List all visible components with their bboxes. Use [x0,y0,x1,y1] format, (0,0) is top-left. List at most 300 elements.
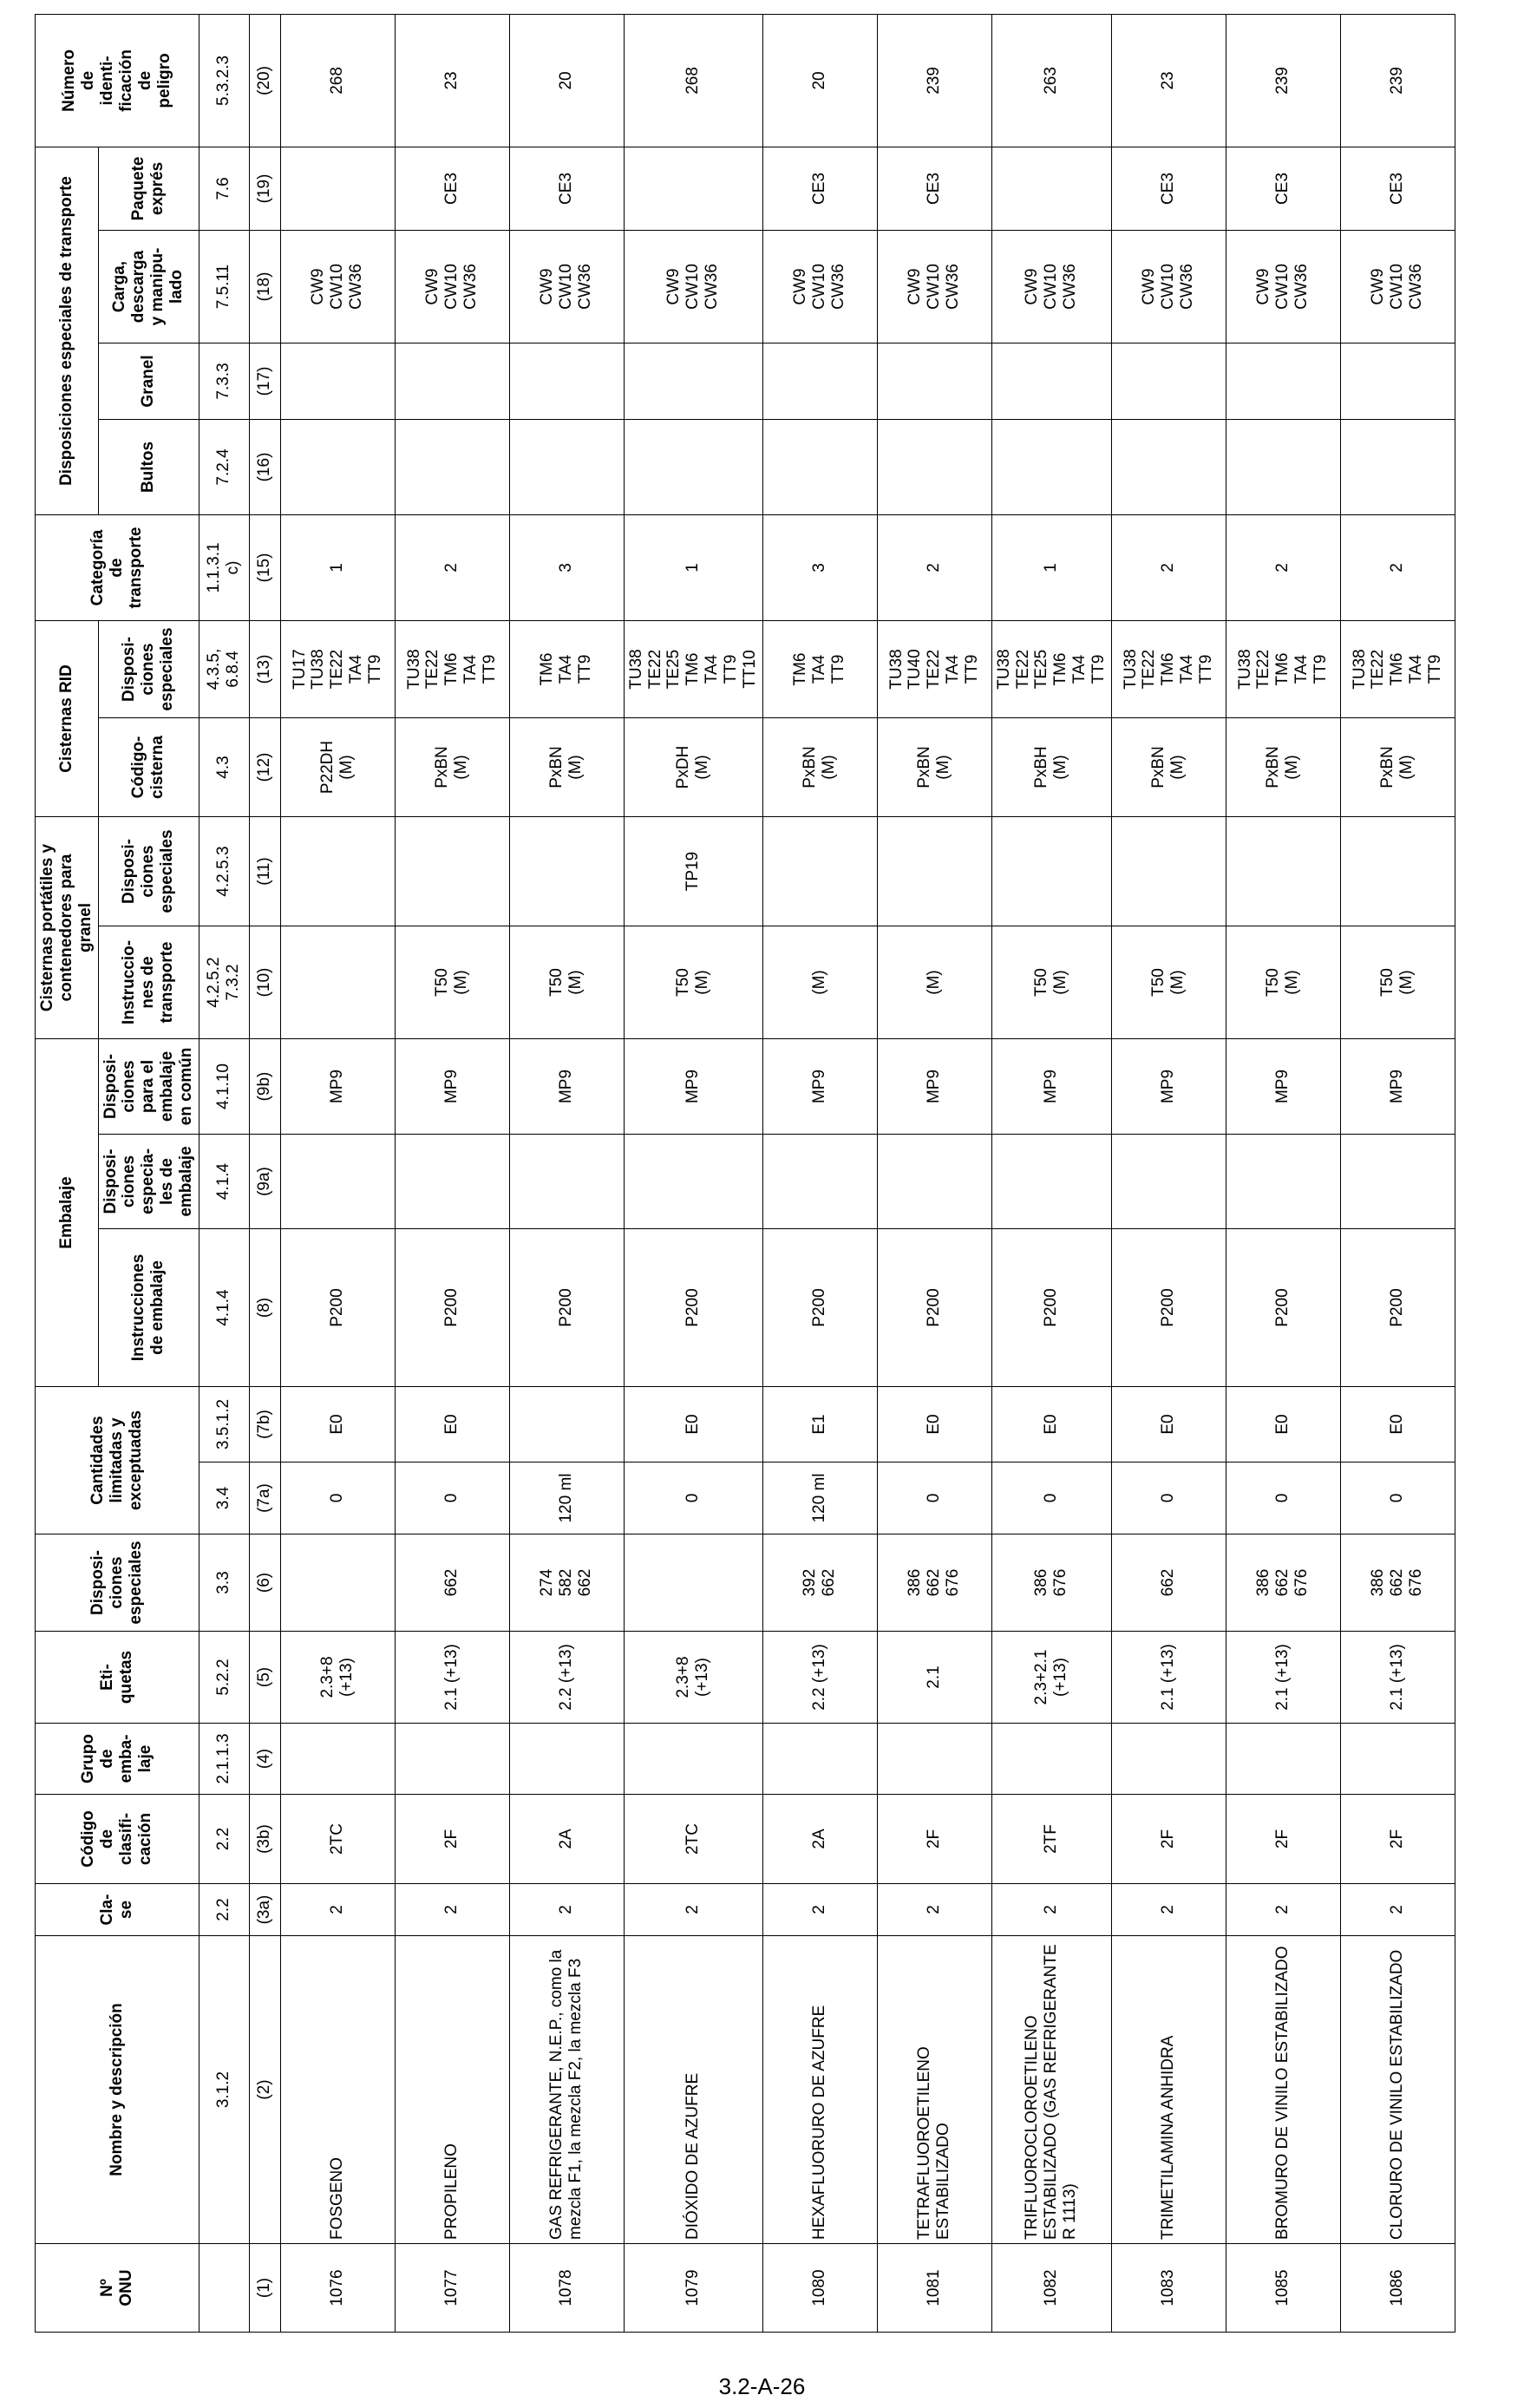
table-row-cell: 20 [762,14,877,147]
column-number-row-cell: (3a) [249,1884,280,1936]
table-row-cell [991,343,1111,419]
table-row-cell: CW9 CW10 CW36 [509,230,624,343]
table-row-cell: TU38 TE22 TM6 TA4 TT9 [1340,620,1455,717]
table-row-cell: E0 [877,1387,991,1462]
table-row-cell: T50 (M) [991,926,1111,1039]
table-row-cell: CE3 [877,147,991,230]
header-tank-special: Disposi- ciones especiales [98,817,199,926]
header-portable-tanks-group: Cisternas portátiles y contenedores para granel [36,817,99,1039]
table-row-cell [395,1135,509,1229]
table-row-cell: 0 [877,1462,991,1534]
table-row-cell: MP9 [991,1039,1111,1135]
table-row-cell [1111,419,1226,514]
table-row-cell: 20 [509,14,624,147]
table-row [762,14,877,2332]
table-row-cell [280,343,395,419]
table-row-cell: 2 [395,514,509,620]
header-packaging-group: Embalaje [36,1039,99,1387]
table-row-cell: TP19 [624,817,762,926]
table-row-cell: PxBN (M) [1111,718,1226,817]
table-row-cell: 1078 [509,2244,624,2333]
table-row-cell: 1079 [624,2244,762,2333]
header-bulk: Granel [98,343,199,419]
reference-row-cell: 3.4 [199,1462,249,1534]
table-row-cell: E0 [1226,1387,1340,1462]
table-row-cell: DIÓXIDO DE AZUFRE [624,1936,762,2244]
header-packing-group: Grupo de emba- laje [36,1724,199,1795]
table-row-cell: CW9 CW10 CW36 [762,230,877,343]
column-number-row-cell: (3b) [249,1795,280,1884]
table-row-cell: 392 662 [762,1534,877,1632]
table-row-cell: MP9 [280,1039,395,1135]
header-transport-category: Categoría de transporte [36,514,199,620]
table-row-cell: 263 [991,14,1111,147]
table-row-cell: 2 [1111,514,1226,620]
table-row-cell [991,419,1111,514]
table-row-cell: PROPILENO [395,1936,509,2244]
table-row-cell [1111,1724,1226,1795]
table-row-cell: CE3 [1226,147,1340,230]
table-row-cell: 2 [1226,514,1340,620]
table-row-cell [877,343,991,419]
column-number-row-cell: (7b) [249,1387,280,1462]
table-row-cell [509,1135,624,1229]
table-row-cell: CE3 [762,147,877,230]
table-row-cell [1226,1724,1340,1795]
table-row-cell: 2F [1111,1795,1226,1884]
table-row-cell: 662 [1111,1534,1226,1632]
table-row-cell: MP9 [762,1039,877,1135]
table-row-cell: TU38 TE22 TE25 TM6 TA4 TT9 TT10 [624,620,762,717]
header-tank-code: Código- cisterna [98,718,199,817]
table-row-cell: T50 (M) [395,926,509,1039]
table-row-cell: P200 [509,1229,624,1387]
table-row-cell [395,419,509,514]
table-row-cell [991,1135,1111,1229]
reference-row-cell: 2.2 [199,1884,249,1936]
table-row-cell: P200 [1226,1229,1340,1387]
table-row-cell: TU38 TE22 TM6 TA4 TT9 [1226,620,1340,717]
table-row-cell: 2F [395,1795,509,1884]
table-row-cell: 2 [509,1884,624,1936]
header-class: Cla- se [36,1884,199,1936]
table-row-cell: 3 [509,514,624,620]
reference-row-cell: 7.5.11 [199,230,249,343]
reference-row-cell: 4.3.5, 6.8.4 [199,620,249,717]
table-row-cell: 2.2 (+13) [509,1632,624,1724]
table-row-cell: TM6 TA4 TT9 [509,620,624,717]
table-row-cell: 268 [280,14,395,147]
table-row-cell: E0 [991,1387,1111,1462]
table-row-cell: PxBH (M) [991,718,1111,817]
table-row-cell [1340,1135,1455,1229]
reference-row [199,14,249,2332]
header-hazard-number: Número de identi- ficación de peligro [36,14,199,147]
reference-row-cell: 4.2.5.3 [199,817,249,926]
table-row-cell: BROMURO DE VINILO ESTABILIZADO [1226,1936,1340,2244]
table-row [280,14,395,2332]
table-row-cell: 2F [1226,1795,1340,1884]
table-row-cell: 1077 [395,2244,509,2333]
table-row-cell: 2A [762,1795,877,1884]
table-row-cell [877,419,991,514]
table-row-cell: 2TC [280,1795,395,1884]
table-row-cell: P22DH (M) [280,718,395,817]
table-row-cell: 386 662 676 [1226,1534,1340,1632]
column-number-row-cell: (12) [249,718,280,817]
column-number-row-cell: (4) [249,1724,280,1795]
table-row-cell [1340,1724,1455,1795]
table-row-cell: CW9 CW10 CW36 [395,230,509,343]
column-number-row-cell: (15) [249,514,280,620]
table-row-cell: MP9 [624,1039,762,1135]
table-row-cell: 386 662 676 [877,1534,991,1632]
table-row-cell [280,1724,395,1795]
table-row-cell: TU17 TU38 TE22 TA4 TT9 [280,620,395,717]
table-row-cell: 2.1 (+13) [395,1632,509,1724]
table-row [624,14,762,2332]
header-name: Nombre y descripción [36,1936,199,2244]
table-row-cell: TU38 TE22 TM6 TA4 TT9 [395,620,509,717]
table-row-cell: CE3 [509,147,624,230]
table-row-cell: TM6 TA4 TT9 [762,620,877,717]
table-row-cell: T50 (M) [509,926,624,1039]
header-labels: Eti- quetas [36,1632,199,1724]
table-row-cell: HEXAFLUORURO DE AZUFRE [762,1936,877,2244]
table-row-cell: T50 (M) [1226,926,1340,1039]
table-row-cell [1340,419,1455,514]
table-row-cell: 1 [991,514,1111,620]
table-row-cell: 1 [624,514,762,620]
table-row-cell: 120 ml [509,1462,624,1534]
table-row-cell: T50 (M) [624,926,762,1039]
table-row-cell: T50 (M) [1340,926,1455,1039]
table-row-cell [395,343,509,419]
table-row-cell [991,1724,1111,1795]
dangerous-goods-table [35,14,1455,2333]
table-row-cell: 2TC [624,1795,762,1884]
table-row-cell: P200 [877,1229,991,1387]
rotated-table-container [35,18,1446,2333]
table-row-cell: 0 [395,1462,509,1534]
table-row-cell: E0 [395,1387,509,1462]
table-row-cell [1111,343,1226,419]
table-row-cell: MP9 [877,1039,991,1135]
table-row-cell: 2.3+8 (+13) [280,1632,395,1724]
table-row-cell: 0 [1226,1462,1340,1534]
table-row-cell: 2 [1111,1884,1226,1936]
table-row-cell: MP9 [1226,1039,1340,1135]
table-row-cell: 120 ml [762,1462,877,1534]
table-row-cell [509,1387,624,1462]
reference-row-cell: 4.1.4 [199,1135,249,1229]
table-row-cell: MP9 [1111,1039,1226,1135]
table-row-cell: 0 [1340,1462,1455,1534]
reference-row-cell: 3.5.1.2 [199,1387,249,1462]
table-row [991,14,1111,2332]
table-row-cell: P200 [395,1229,509,1387]
table-row-cell: PxBN (M) [1226,718,1340,817]
reference-row-cell: 2.2 [199,1795,249,1884]
header-loading: Carga, descarga y manipu- lado [98,230,199,343]
table-row-cell: TU38 TE22 TE25 TM6 TA4 TT9 [991,620,1111,717]
header-group-row [36,14,99,2332]
table-row-cell [280,419,395,514]
table-row-cell: CW9 CW10 CW36 [1340,230,1455,343]
table-row-cell: TETRAFLUOROETILENO ESTABILIZADO [877,1936,991,2244]
header-un: Nº ONU [36,2244,199,2333]
table-row-cell [509,343,624,419]
column-number-row-cell: (9b) [249,1039,280,1135]
table-row-cell [877,817,991,926]
table-row-cell: 1080 [762,2244,877,2333]
table-row-cell: 2F [1340,1795,1455,1884]
table-row-cell: 239 [1226,14,1340,147]
column-number-row-cell: (6) [249,1534,280,1632]
table-row-cell [509,817,624,926]
header-special-provisions: Disposi- ciones especiales [36,1534,199,1632]
table-row-cell: 2.3+8 (+13) [624,1632,762,1724]
table-row-cell: MP9 [395,1039,509,1135]
table-row-cell: 2F [877,1795,991,1884]
table-row-cell [1226,343,1340,419]
table-row-cell: TRIFLUOROCLOROETILENO ESTABILIZADO (GAS REFRIGERANTE R 1113) [991,1936,1111,2244]
table-row-cell: CW9 CW10 CW36 [280,230,395,343]
table-row-cell: 1086 [1340,2244,1455,2333]
table-row-cell [991,817,1111,926]
table-row-cell [877,1135,991,1229]
table-row-cell: 3 [762,514,877,620]
table-row-cell [395,817,509,926]
table-row-cell: MP9 [509,1039,624,1135]
reference-row-cell: 7.3.3 [199,343,249,419]
table-row-cell [624,343,762,419]
table-row-cell: 0 [991,1462,1111,1534]
table-row [1226,14,1340,2332]
table-row-cell: 2.2 (+13) [762,1632,877,1724]
table-row-cell: 2 [762,1884,877,1936]
table-row-cell: P200 [1340,1229,1455,1387]
header-tank-instructions: Instruccio- nes de transporte [98,926,199,1039]
table-row-cell [1226,419,1340,514]
table-row-cell: 268 [624,14,762,147]
table-row-cell [762,343,877,419]
reference-row-cell: 2.1.1.3 [199,1724,249,1795]
table-row-cell [1111,817,1226,926]
table-row-cell: CW9 CW10 CW36 [991,230,1111,343]
table-row-cell: 1082 [991,2244,1111,2333]
table-row-cell: PxBN (M) [395,718,509,817]
table-row-cell [877,1724,991,1795]
table-row-cell: 239 [1340,14,1455,147]
table-row-cell: 2 [1340,514,1455,620]
column-number-row-cell: (20) [249,14,280,147]
table-row-cell: 1081 [877,2244,991,2333]
table-row-cell: 2 [1226,1884,1340,1936]
reference-row-cell: 4.1.4 [199,1229,249,1387]
table-row-cell [624,147,762,230]
reference-row-cell: 3.1.2 [199,1936,249,2244]
column-number-row-cell: (2) [249,1936,280,2244]
table-row-cell: 2A [509,1795,624,1884]
table-row-cell: CE3 [395,147,509,230]
table-row-cell: 2 [877,514,991,620]
table-row-cell: E1 [762,1387,877,1462]
column-number-row-cell: (7a) [249,1462,280,1534]
table-row-cell: 662 [395,1534,509,1632]
reference-row-cell: 1.1.3.1 c) [199,514,249,620]
table-row-cell: P200 [1111,1229,1226,1387]
table-row-cell: 2.1 (+13) [1340,1632,1455,1724]
table-row-cell [1340,817,1455,926]
column-number-row-cell: (11) [249,817,280,926]
table-row-cell: 2 [991,1884,1111,1936]
table-row-cell: E0 [280,1387,395,1462]
table-row-cell: 2 [624,1884,762,1936]
column-number-row-cell: (5) [249,1632,280,1724]
column-number-row [249,14,280,2332]
table-row-cell: P200 [991,1229,1111,1387]
column-number-row-cell: (8) [249,1229,280,1387]
reference-row-cell: 4.3 [199,718,249,817]
table-row-cell: (M) [877,926,991,1039]
table-row-cell: 2.1 [877,1632,991,1724]
table-row [1340,14,1455,2332]
table-row-cell [624,1534,762,1632]
table-row-cell: CW9 CW10 CW36 [624,230,762,343]
header-mixed-packing: Disposi- ciones para el embalaje en común [98,1039,199,1135]
header-rid-tanks-group: Cisternas RID [36,620,99,816]
table-row-cell [1111,1135,1226,1229]
table-row-cell [624,1724,762,1795]
column-number-row-cell: (13) [249,620,280,717]
table-row-cell [280,926,395,1039]
table-row-cell [762,817,877,926]
table-row-cell: 2 [877,1884,991,1936]
table-row-cell: PxBN (M) [877,718,991,817]
page-number: 3.2-A-26 [718,2373,806,2399]
column-number-row-cell: (1) [249,2244,280,2333]
header-packing-instructions: Instrucciones de embalaje [98,1229,199,1387]
table-row-cell [280,1534,395,1632]
table-row-cell: GAS REFRIGERANTE, N.E.P., como la mezcla F1, la mezcla F2, la mezcla F3 [509,1936,624,2244]
column-number-row-cell: (17) [249,343,280,419]
table-row-cell: CW9 CW10 CW36 [1226,230,1340,343]
table-row-cell [509,419,624,514]
table-row-cell: T50 (M) [1111,926,1226,1039]
table-row-cell: 2 [1340,1884,1455,1936]
reference-row-cell [199,2244,249,2333]
table-row-cell: CE3 [1340,147,1455,230]
table-row-cell: 274 582 662 [509,1534,624,1632]
table-row-cell: CE3 [1111,147,1226,230]
table-row-cell: PxBN (M) [762,718,877,817]
table-row-cell: PxBN (M) [509,718,624,817]
table-row-cell: 2.1 (+13) [1111,1632,1226,1724]
table-row-cell: P200 [762,1229,877,1387]
table-row-cell: 239 [877,14,991,147]
table-row-cell: 23 [1111,14,1226,147]
table-row-cell [395,1724,509,1795]
table-row-cell: 2.1 (+13) [1226,1632,1340,1724]
table-row [1111,14,1226,2332]
table-row-cell: P200 [624,1229,762,1387]
reference-row-cell: 7.6 [199,147,249,230]
table-row-cell: TU38 TU40 TE22 TA4 TT9 [877,620,991,717]
column-number-row-cell: (19) [249,147,280,230]
table-row-cell: 1076 [280,2244,395,2333]
table-row-cell: E0 [1340,1387,1455,1462]
header-rid-special: Disposi- ciones especiales [98,620,199,717]
reference-row-cell: 5.3.2.3 [199,14,249,147]
table-row-cell [1226,1135,1340,1229]
table-row-cell [624,1135,762,1229]
table-row-cell: 2.3+2.1 (+13) [991,1632,1111,1724]
table-row [395,14,509,2332]
table-row-cell: TU38 TE22 TM6 TA4 TT9 [1111,620,1226,717]
table-row-cell: 2 [280,1884,395,1936]
header-special-transport-group: Disposiciones especiales de transporte [36,147,99,514]
reference-row-cell: 5.2.2 [199,1632,249,1724]
table-row-cell: PxDH (M) [624,718,762,817]
header-express: Paquete exprés [98,147,199,230]
table-row-cell [762,1135,877,1229]
table-row-cell: 23 [395,14,509,147]
table-row-cell: 386 676 [991,1534,1111,1632]
table-row-cell: 0 [1111,1462,1226,1534]
table-row-cell: 0 [280,1462,395,1534]
table-row-cell: 1 [280,514,395,620]
table-row-cell [1226,817,1340,926]
header-classification-code: Código de clasifi- cación [36,1795,199,1884]
table-row-cell [280,1135,395,1229]
table-row-cell: TRIMETILAMINA ANHIDRA [1111,1936,1226,2244]
table-row-cell: 1085 [1226,2244,1340,2333]
table-row-cell [624,419,762,514]
header-packages: Bultos [98,419,199,514]
reference-row-cell: 7.2.4 [199,419,249,514]
table-row-cell [762,1724,877,1795]
table-row-cell [280,817,395,926]
table-row [509,14,624,2332]
table-row-cell [1340,343,1455,419]
table-row-cell: CLORURO DE VINILO ESTABILIZADO [1340,1936,1455,2244]
header-limited-quantities: Cantidades limitadas y exceptuadas [36,1387,199,1534]
table-row [877,14,991,2332]
table-row-cell [762,419,877,514]
table-row-cell: FOSGENO [280,1936,395,2244]
table-row-cell: 2TF [991,1795,1111,1884]
column-number-row-cell: (16) [249,419,280,514]
table-row-cell: 2 [395,1884,509,1936]
column-number-row-cell: (18) [249,230,280,343]
table-row-cell: E0 [1111,1387,1226,1462]
table-row-cell: 0 [624,1462,762,1534]
table-row-cell: (M) [762,926,877,1039]
reference-row-cell: 3.3 [199,1534,249,1632]
reference-row-cell: 4.2.5.2 7.3.2 [199,926,249,1039]
column-number-row-cell: (9a) [249,1135,280,1229]
table-row-cell: 386 662 676 [1340,1534,1455,1632]
table-row-cell: P200 [280,1229,395,1387]
table-row-cell: 1083 [1111,2244,1226,2333]
table-row-cell [991,147,1111,230]
column-number-row-cell: (10) [249,926,280,1039]
reference-row-cell: 4.1.10 [199,1039,249,1135]
header-special-packing: Disposi- ciones especia- les de embalaje [98,1135,199,1229]
table-row-cell: PxBN (M) [1340,718,1455,817]
table-row-cell [509,1724,624,1795]
